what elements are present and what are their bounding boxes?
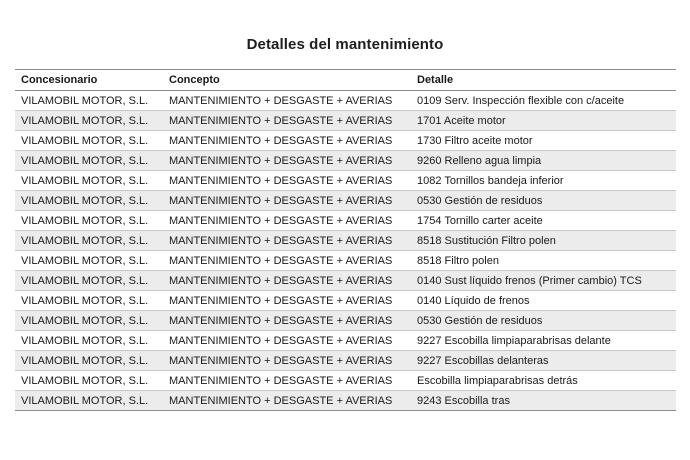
table-row xyxy=(15,211,676,231)
cell-concesionario: VILAMOBIL MOTOR, S.L. xyxy=(15,311,163,331)
cell-detalle: 1082 Tornillos bandeja inferior xyxy=(411,171,676,191)
page-title: Detalles del mantenimiento xyxy=(246,36,444,53)
cell-detalle: 8518 Sustitución Filtro polen xyxy=(411,231,676,251)
cell-concepto: MANTENIMIENTO + DESGASTE + AVERIAS xyxy=(163,251,411,271)
table-row xyxy=(15,191,676,211)
cell-concesionario: VILAMOBIL MOTOR, S.L. xyxy=(15,231,163,251)
table-row xyxy=(15,331,676,351)
cell-detalle: Escobilla limpiaparabrisas detrás xyxy=(411,371,676,391)
table-header-row xyxy=(15,70,676,91)
cell-concepto: MANTENIMIENTO + DESGASTE + AVERIAS xyxy=(163,91,411,111)
table-row xyxy=(15,251,676,271)
cell-concesionario: VILAMOBIL MOTOR, S.L. xyxy=(15,371,163,391)
cell-concepto: MANTENIMIENTO + DESGASTE + AVERIAS xyxy=(163,231,411,251)
cell-concepto: MANTENIMIENTO + DESGASTE + AVERIAS xyxy=(163,151,411,171)
cell-concesionario: VILAMOBIL MOTOR, S.L. xyxy=(15,291,163,311)
cell-concesionario: VILAMOBIL MOTOR, S.L. xyxy=(15,191,163,211)
cell-detalle: 1730 Filtro aceite motor xyxy=(411,131,676,151)
cell-concepto: MANTENIMIENTO + DESGASTE + AVERIAS xyxy=(163,291,411,311)
cell-concesionario: VILAMOBIL MOTOR, S.L. xyxy=(15,171,163,191)
cell-concepto: MANTENIMIENTO + DESGASTE + AVERIAS xyxy=(163,331,411,351)
cell-concesionario: VILAMOBIL MOTOR, S.L. xyxy=(15,351,163,371)
table-row xyxy=(15,291,676,311)
cell-concepto: MANTENIMIENTO + DESGASTE + AVERIAS xyxy=(163,211,411,231)
column-header-concepto: Concepto xyxy=(163,70,411,91)
cell-detalle: 9227 Escobillas delanteras xyxy=(411,351,676,371)
cell-concesionario: VILAMOBIL MOTOR, S.L. xyxy=(15,91,163,111)
table-row xyxy=(15,151,676,171)
cell-detalle: 0109 Serv. Inspección flexible con c/aceite xyxy=(411,91,676,111)
cell-detalle: 9227 Escobilla limpiaparabrisas delante xyxy=(411,331,676,351)
cell-detalle: 1701 Aceite motor xyxy=(411,111,676,131)
cell-detalle: 9243 Escobilla tras xyxy=(411,391,676,411)
cell-concepto: MANTENIMIENTO + DESGASTE + AVERIAS xyxy=(163,311,411,331)
table-body xyxy=(15,91,676,411)
cell-concesionario: VILAMOBIL MOTOR, S.L. xyxy=(15,111,163,131)
cell-concepto: MANTENIMIENTO + DESGASTE + AVERIAS xyxy=(163,131,411,151)
table-row xyxy=(15,91,676,111)
cell-detalle: 0530 Gestión de residuos xyxy=(411,311,676,331)
table-row xyxy=(15,171,676,191)
table-row xyxy=(15,131,676,151)
cell-concesionario: VILAMOBIL MOTOR, S.L. xyxy=(15,251,163,271)
cell-detalle: 1754 Tornillo carter aceite xyxy=(411,211,676,231)
cell-detalle: 9260 Relleno agua limpia xyxy=(411,151,676,171)
cell-detalle: 0140 Sust líquido frenos (Primer cambio) TCS xyxy=(411,271,676,291)
column-header-concesionario: Concesionario xyxy=(15,70,163,91)
table-row xyxy=(15,111,676,131)
cell-concepto: MANTENIMIENTO + DESGASTE + AVERIAS xyxy=(163,171,411,191)
cell-concepto: MANTENIMIENTO + DESGASTE + AVERIAS xyxy=(163,111,411,131)
table-row xyxy=(15,391,676,411)
table-row xyxy=(15,231,676,251)
cell-detalle: 8518 Filtro polen xyxy=(411,251,676,271)
table-row xyxy=(15,371,676,391)
cell-concepto: MANTENIMIENTO + DESGASTE + AVERIAS xyxy=(163,371,411,391)
cell-concesionario: VILAMOBIL MOTOR, S.L. xyxy=(15,211,163,231)
cell-concepto: MANTENIMIENTO + DESGASTE + AVERIAS xyxy=(163,391,411,411)
cell-concesionario: VILAMOBIL MOTOR, S.L. xyxy=(15,131,163,151)
cell-concepto: MANTENIMIENTO + DESGASTE + AVERIAS xyxy=(163,191,411,211)
maintenance-table xyxy=(15,69,676,411)
table-row xyxy=(15,271,676,291)
column-header-detalle: Detalle xyxy=(411,70,676,91)
table-row xyxy=(15,311,676,331)
cell-concesionario: VILAMOBIL MOTOR, S.L. xyxy=(15,271,163,291)
cell-concepto: MANTENIMIENTO + DESGASTE + AVERIAS xyxy=(163,271,411,291)
cell-concepto: MANTENIMIENTO + DESGASTE + AVERIAS xyxy=(163,351,411,371)
cell-detalle: 0530 Gestión de residuos xyxy=(411,191,676,211)
cell-concesionario: VILAMOBIL MOTOR, S.L. xyxy=(15,151,163,171)
cell-concesionario: VILAMOBIL MOTOR, S.L. xyxy=(15,331,163,351)
cell-concesionario: VILAMOBIL MOTOR, S.L. xyxy=(15,391,163,411)
cell-detalle: 0140 Líquido de frenos xyxy=(411,291,676,311)
table-row xyxy=(15,351,676,371)
